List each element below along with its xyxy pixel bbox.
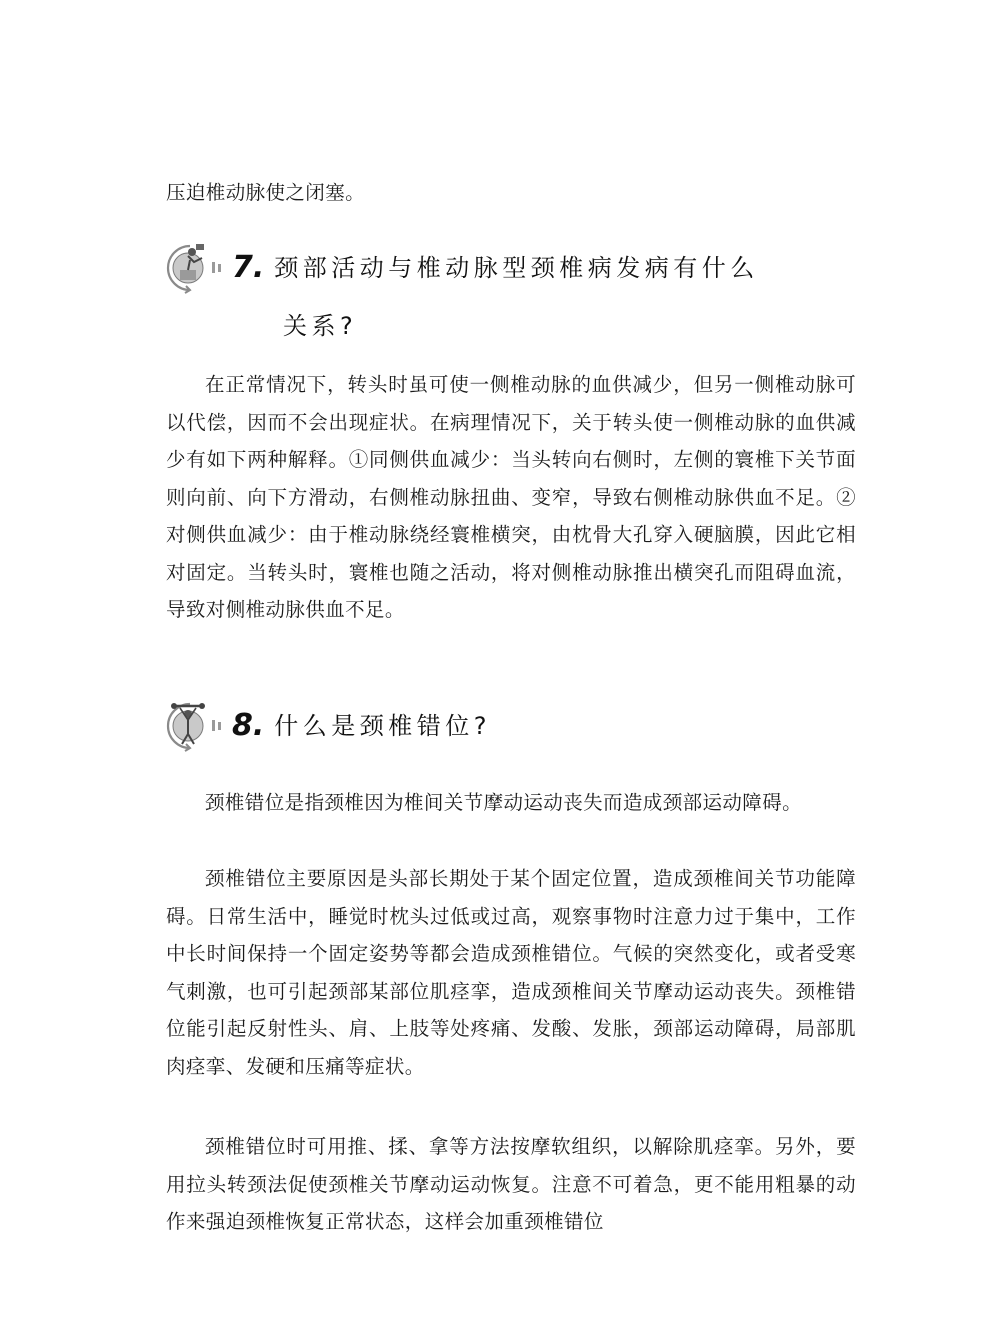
section-8-number: 8. xyxy=(232,708,265,743)
intro-paragraph: 压迫椎动脉使之闭塞。 xyxy=(166,181,366,204)
exercise-figure-icon xyxy=(166,240,226,296)
section-7-heading xyxy=(166,240,866,296)
exercise-figure-icon xyxy=(166,698,226,754)
section-7-number: 7. xyxy=(232,250,265,285)
section-7-title-line1: 颈部活动与椎动脉型颈椎病发病有什么 xyxy=(274,254,759,282)
section-8-paragraph-3: 颈椎错位时可用推、揉、拿等方法按摩软组织，以解除肌痉挛。另外，要用拉头转颈法促使颈椎关节摩动运动恢复。注意不可着急，更不能用粗暴的动作来强迫颈椎恢复正常状态，这样会加重颈椎错位 xyxy=(166,1135,856,1233)
section-7-title-line2: 关系? xyxy=(283,312,358,340)
section-8-paragraph-1: 颈椎错位是指颈椎因为椎间关节摩动运动丧失而造成颈部运动障碍。 xyxy=(205,791,803,814)
section-8-title: 什么是颈椎错位? xyxy=(274,712,492,740)
section-8-heading xyxy=(166,698,866,754)
section-8-paragraph-2: 颈椎错位主要原因是头部长期处于某个固定位置，造成颈椎间关节功能障碍。日常生活中，睡觉时枕头过低或过高，观察事物时注意力过于集中，工作中长时间保持一个固定姿势等都会造成颈椎错位。气候的突然变化，或者受寒气刺激，也可引起颈部某部位肌痉挛，造成颈椎间关节摩动运动丧失。颈椎错位能引起反射性头、肩、上肢等处疼痛、发酸、发胀，颈部运动障碍，局部肌肉痉挛、发硬和压痛等症状。 xyxy=(166,867,856,1078)
section-7-paragraph: 在正常情况下，转头时虽可使一侧椎动脉的血供减少，但另一侧椎动脉可以代偿，因而不会出现症状。在病理情况下，关于转头使一侧椎动脉的血供减少有如下两种解释。①同侧供血减少：当头转向右侧时，左侧的寰椎下关节面则向前、向下方滑动，右侧椎动脉扭曲、变窄，导致右侧椎动脉供血不足。②对侧供血减少：由于椎动脉绕经寰椎横突，由枕骨大孔穿入硬脑膜，因此它相对固定。当转头时，寰椎也随之活动，将对侧椎动脉推出横突孔而阻碍血流，导致对侧椎动脉供血不足。 xyxy=(166,373,856,621)
